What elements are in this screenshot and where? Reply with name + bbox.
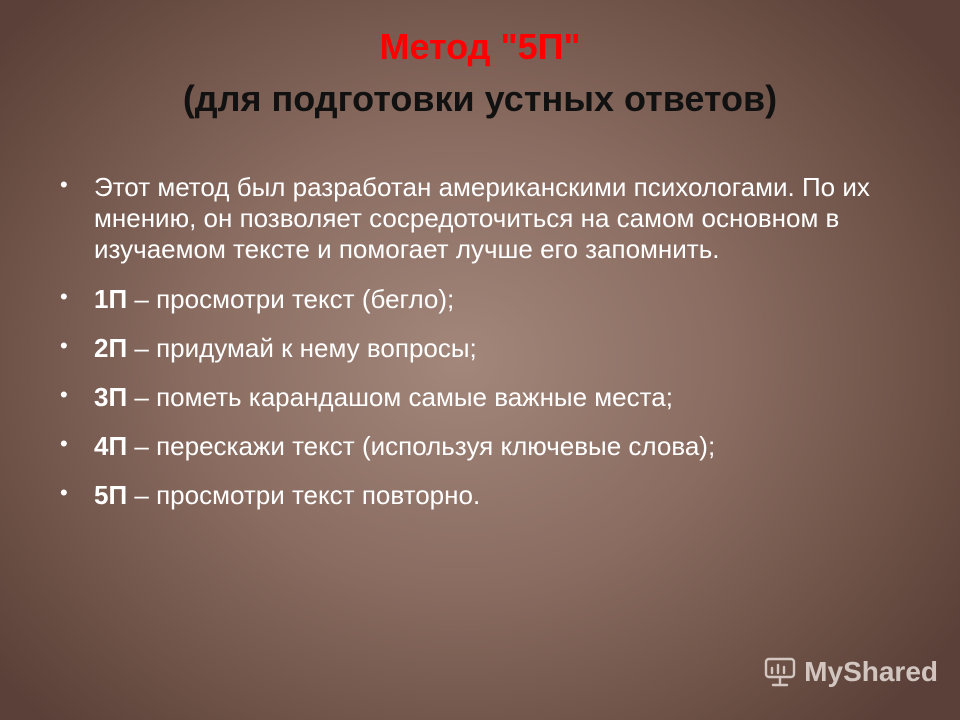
bullet-list xyxy=(56,172,916,530)
presentation-board-icon xyxy=(762,654,798,690)
bullet-icon: • xyxy=(60,283,68,309)
list-item-step-4 xyxy=(56,431,916,462)
bullet-icon: • xyxy=(60,431,68,457)
step-code: 2П xyxy=(94,332,128,363)
slide-title-subtitle: (для подготовки устных ответов) xyxy=(182,78,778,120)
step-text: – просмотри текст повторно. xyxy=(127,480,481,511)
bullet-icon: • xyxy=(60,480,68,506)
list-item-step-1 xyxy=(56,284,916,315)
list-item-step-3 xyxy=(56,382,916,413)
intro-text: Этот метод был разработан американскими психологами. По их мнению, он позволяет сосредоточиться на самом основном в изучаемом тексте и помогает лучше его запомнить. xyxy=(94,172,870,265)
step-text: – перескажи текст (используя ключевые слова); xyxy=(127,431,716,462)
step-text: – просмотри текст (бегло); xyxy=(127,283,455,314)
watermark-logo xyxy=(762,654,938,690)
step-text: – пометь карандашом самые важные места; xyxy=(127,381,673,412)
bullet-icon: • xyxy=(60,172,68,197)
list-item-step-5 xyxy=(56,480,916,511)
watermark-text: MyShared xyxy=(804,656,938,687)
step-text: – придумай к нему вопросы; xyxy=(127,332,477,363)
step-code: 1П xyxy=(94,283,128,314)
step-code: 5П xyxy=(94,480,128,511)
step-code: 4П xyxy=(94,431,128,462)
bullet-icon: • xyxy=(60,332,68,358)
bullet-icon: • xyxy=(60,381,68,407)
list-item-step-2 xyxy=(56,333,916,364)
slide-title-main: Метод "5П" xyxy=(379,26,581,68)
slide-title xyxy=(0,25,960,121)
list-item-intro xyxy=(56,172,916,266)
step-code: 3П xyxy=(94,381,128,412)
